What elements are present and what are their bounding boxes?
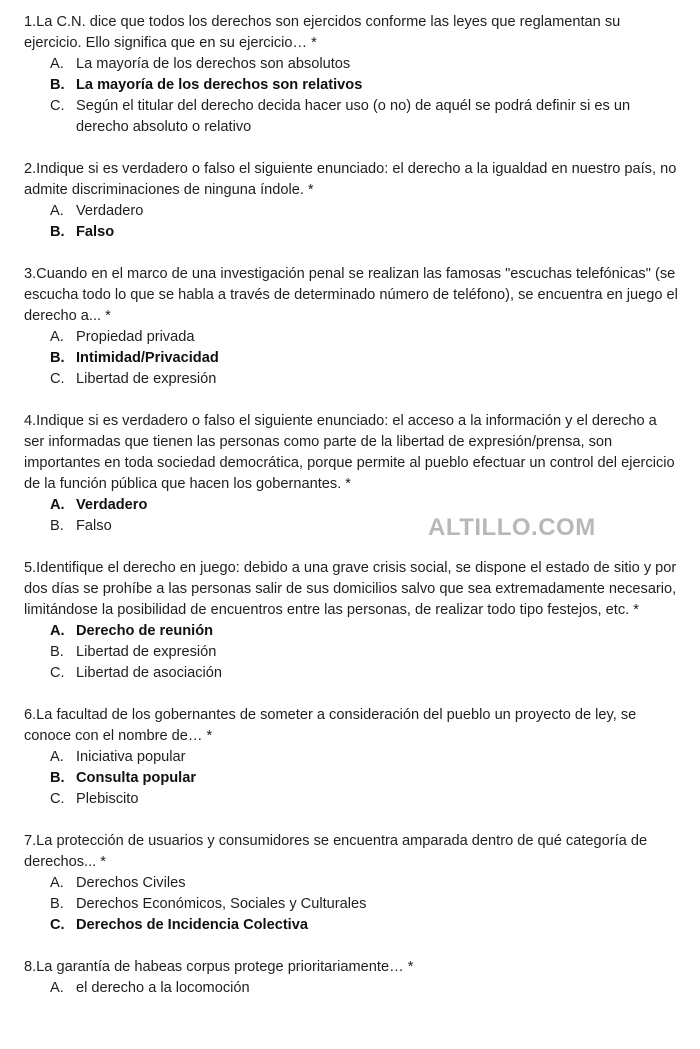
answer-options bbox=[24, 201, 680, 243]
option-b bbox=[24, 894, 680, 915]
option-text: Libertad de asociación bbox=[76, 665, 223, 681]
question-text: 3.Cuando en el marco de una investigación penal se realizan las famosas "escuchas telefónicas" (se escucha todo lo que se habla a través de determinado número de teléfono), se encuentra en juego el derecho a... * bbox=[24, 266, 678, 324]
question-text: 5.Identifique el derecho en juego: debido a una grave crisis social, se dispone el estado de sitio y por dos días se prohíbe a las personas salir de sus domicilios salvo que sea extremadamente necesario, limitándose la posibilidad de encuentros entre las personas, de realizar todo tipo festejos, etc. * bbox=[24, 560, 677, 618]
option-text: Consulta popular bbox=[76, 770, 196, 786]
option-text: Iniciativa popular bbox=[76, 749, 186, 765]
option-text: Derechos Civiles bbox=[76, 875, 186, 891]
option-c-correct bbox=[24, 915, 680, 936]
question-text: 6.La facultad de los gobernantes de someter a consideración del pueblo un proyecto de ley, se conoce con el nombre de… * bbox=[24, 707, 637, 744]
option-text: Libertad de expresión bbox=[76, 371, 217, 387]
option-b-correct bbox=[24, 348, 680, 369]
option-text: el derecho a la locomoción bbox=[76, 980, 250, 996]
watermark-logo: ALTILLO.COM bbox=[428, 514, 596, 541]
option-text: Propiedad privada bbox=[76, 329, 195, 345]
answer-options bbox=[24, 873, 680, 936]
option-b-correct bbox=[24, 222, 680, 243]
option-c bbox=[24, 96, 680, 138]
question-1 bbox=[24, 12, 680, 138]
option-letter: A. bbox=[50, 56, 64, 72]
option-c bbox=[24, 789, 680, 810]
option-text: La mayoría de los derechos son relativos bbox=[76, 77, 363, 93]
option-text: Verdadero bbox=[76, 497, 148, 513]
question-text: 7.La protección de usuarios y consumidores se encuentra amparada dentro de qué categoría de derechos... * bbox=[24, 833, 648, 870]
option-text: Falso bbox=[76, 224, 115, 240]
option-b bbox=[24, 642, 680, 663]
answer-options bbox=[24, 978, 680, 999]
option-letter: B. bbox=[50, 644, 64, 660]
option-c bbox=[24, 663, 680, 684]
answer-options bbox=[24, 327, 680, 390]
option-letter: C. bbox=[50, 665, 65, 681]
option-letter: C. bbox=[50, 791, 65, 807]
answer-options bbox=[24, 747, 680, 810]
option-text: Falso bbox=[76, 518, 112, 534]
option-a bbox=[24, 873, 680, 894]
question-text: 1.La C.N. dice que todos los derechos son ejercidos conforme las leyes que reglamentan su ejercicio. Ello significa que en su ejercicio… * bbox=[24, 14, 621, 51]
option-a bbox=[24, 201, 680, 222]
option-c bbox=[24, 369, 680, 390]
option-letter: A. bbox=[50, 875, 64, 891]
option-text: Libertad de expresión bbox=[76, 644, 217, 660]
option-text: Derechos Económicos, Sociales y Culturales bbox=[76, 896, 367, 912]
question-6 bbox=[24, 705, 680, 810]
option-text: La mayoría de los derechos son absolutos bbox=[76, 56, 351, 72]
option-a bbox=[24, 747, 680, 768]
option-text: Según el titular del derecho decida hacer uso (o no) de aquél se podrá definir si es un derecho absoluto o relativo bbox=[76, 98, 631, 135]
option-text: Intimidad/Privacidad bbox=[76, 350, 219, 366]
question-5 bbox=[24, 558, 680, 684]
option-a bbox=[24, 327, 680, 348]
option-letter: A. bbox=[50, 980, 64, 996]
answer-options bbox=[24, 621, 680, 684]
option-letter: A. bbox=[50, 203, 64, 219]
option-text: Derecho de reunión bbox=[76, 623, 214, 639]
option-text: Verdadero bbox=[76, 203, 144, 219]
option-a bbox=[24, 54, 680, 75]
answer-options bbox=[24, 54, 680, 138]
option-letter: C. bbox=[50, 98, 65, 114]
option-text: Plebiscito bbox=[76, 791, 139, 807]
option-b-correct bbox=[24, 75, 680, 96]
option-a-correct bbox=[24, 621, 680, 642]
question-text: 2.Indique si es verdadero o falso el siguiente enunciado: el derecho a la igualdad en nuestro país, no admite discriminaciones de ninguna índole. * bbox=[24, 161, 677, 198]
option-b-correct bbox=[24, 768, 680, 789]
option-letter: B. bbox=[50, 518, 64, 534]
option-letter: C. bbox=[50, 371, 65, 387]
option-letter: B. bbox=[50, 77, 65, 93]
option-letter: B. bbox=[50, 224, 65, 240]
question-text: 4.Indique si es verdadero o falso el siguiente enunciado: el acceso a la información y el derecho a ser informadas que tienen las personas como parte de la libertad de expresión/prensa, son importantes en toda sociedad democrática, porque permite al pueblo efectuar un control del ejercicio de la función pública que hacen los gobernantes. * bbox=[24, 413, 675, 492]
option-letter: A. bbox=[50, 623, 65, 639]
option-a-correct bbox=[24, 495, 680, 516]
option-letter: B. bbox=[50, 896, 64, 912]
question-text: 8.La garantía de habeas corpus protege prioritariamente… * bbox=[24, 959, 414, 975]
question-8 bbox=[24, 957, 680, 999]
question-2 bbox=[24, 159, 680, 243]
question-7 bbox=[24, 831, 680, 936]
option-letter: B. bbox=[50, 770, 65, 786]
option-letter: A. bbox=[50, 749, 64, 765]
question-3 bbox=[24, 264, 680, 390]
option-letter: A. bbox=[50, 497, 65, 513]
option-letter: A. bbox=[50, 329, 64, 345]
option-letter: C. bbox=[50, 917, 65, 933]
option-text: Derechos de Incidencia Colectiva bbox=[76, 917, 308, 933]
option-a bbox=[24, 978, 680, 999]
option-letter: B. bbox=[50, 350, 65, 366]
